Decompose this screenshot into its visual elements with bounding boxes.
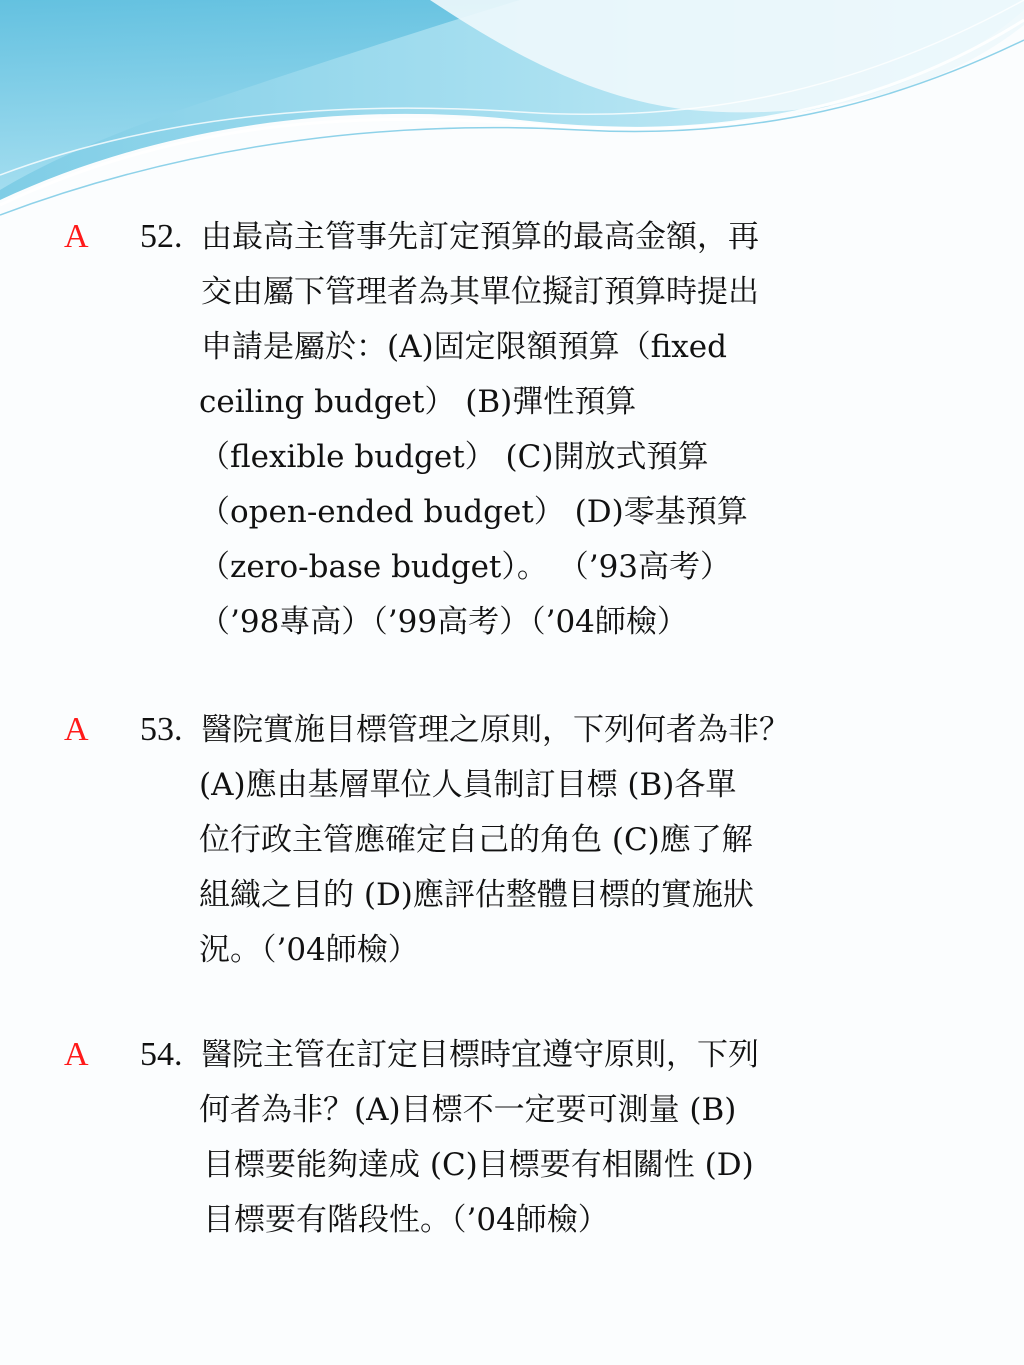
question-text-line: 組織之目的 (D)應評估整體目標的實施狀 <box>199 877 754 913</box>
question-text-line: （zero-base budget）。 （’93高考） <box>199 549 732 585</box>
question-text-line: ceiling budget） (B)彈性預算 <box>199 384 637 420</box>
question-number: 54. <box>140 1036 183 1073</box>
question-text-line: 何者為非？(A)目標不一定要可測量 (B) <box>199 1092 737 1128</box>
question-text-line: 目標要有階段性。（’04師檢） <box>203 1202 609 1238</box>
question-53 <box>0 703 1024 983</box>
question-52 <box>0 210 1024 650</box>
question-text-line: 醫院實施目標管理之原則，下列何者為非？ <box>201 712 790 748</box>
answer-label: A <box>64 711 89 748</box>
question-text-line: 目標要能夠達成 (C)目標要有相關性 (D) <box>203 1147 754 1183</box>
question-number: 53. <box>140 711 183 748</box>
question-text-line: （open-ended budget） (D)零基預算 <box>199 494 748 530</box>
question-text-line: 交由屬下管理者為其單位擬訂預算時提出 <box>201 274 759 310</box>
header-wave-decoration <box>0 0 1024 230</box>
answer-label: A <box>64 1036 89 1073</box>
question-text-line: 由最高主管事先訂定預算的最高金額，再 <box>201 219 759 255</box>
question-number: 52. <box>140 218 183 255</box>
question-text-line: 申請是屬於：(A)固定限額預算（fixed <box>201 329 727 365</box>
question-text-line: 位行政主管應確定自己的角色 (C)應了解 <box>199 822 753 858</box>
question-54 <box>0 1028 1024 1258</box>
question-text-line: 醫院主管在訂定目標時宜遵守原則，下列 <box>201 1037 759 1073</box>
question-text-line: 況。（’04師檢） <box>199 932 419 968</box>
question-text-line: (A)應由基層單位人員制訂目標 (B)各單 <box>199 767 737 803</box>
answer-label: A <box>64 218 89 255</box>
question-text-line: （flexible budget） (C)開放式預算 <box>199 439 709 475</box>
question-text-line: （’98專高）（’99高考）（’04師檢） <box>199 604 688 640</box>
